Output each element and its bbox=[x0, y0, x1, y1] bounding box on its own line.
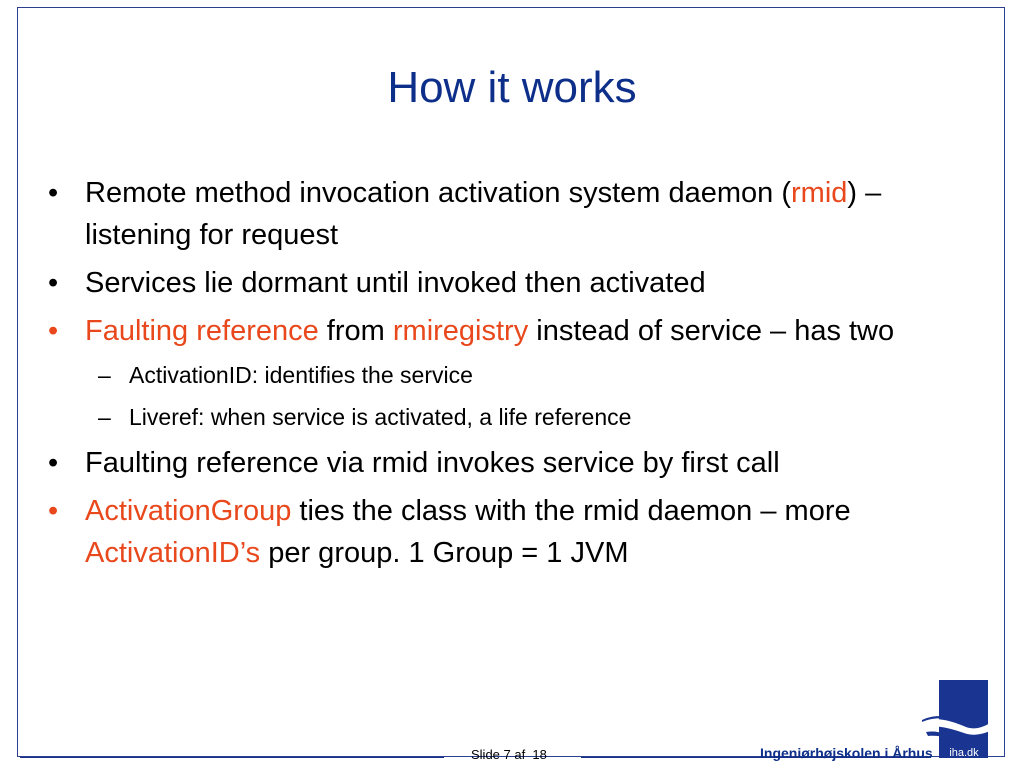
highlight-activationgroup: ActivationGroup bbox=[85, 495, 292, 527]
bullet-text: instead of service – has two bbox=[528, 315, 895, 347]
bullet-3 bbox=[48, 310, 948, 352]
sub-bullet-2 bbox=[48, 400, 948, 434]
bullet-1 bbox=[48, 172, 948, 256]
bullet-marker: • bbox=[48, 495, 59, 527]
bullet-text: Services lie dormant until invoked then activated bbox=[85, 267, 706, 299]
bullet-4 bbox=[48, 442, 948, 484]
bullet-text: per group. 1 Group = 1 JVM bbox=[260, 537, 629, 569]
slide-title: How it works bbox=[387, 63, 637, 112]
bullet-text: from bbox=[318, 315, 393, 347]
bullet-text: Faulting reference via rmid invokes service by first call bbox=[85, 447, 780, 479]
bullet-marker: • bbox=[48, 315, 59, 347]
bullet-text: Remote method invocation activation system daemon ( bbox=[85, 177, 792, 209]
bullet-marker: • bbox=[48, 177, 59, 209]
bullet-text: ties the class with the rmid daemon – more bbox=[291, 495, 851, 527]
sub-bullet-1 bbox=[48, 358, 948, 392]
highlight-rmid: rmid bbox=[791, 177, 848, 209]
bullet-marker: • bbox=[48, 447, 59, 479]
sub-bullet-marker: – bbox=[98, 362, 111, 388]
sub-bullet-marker: – bbox=[98, 404, 111, 430]
footer-divider-left bbox=[20, 757, 444, 758]
school-name: Ingeniørhøjskolen i Århus bbox=[760, 745, 933, 761]
highlight-faulting-reference: Faulting reference bbox=[85, 315, 319, 347]
sub-bullet-text: ActivationID: identifies the service bbox=[129, 362, 473, 388]
highlight-activationids: ActivationID’s bbox=[85, 537, 261, 569]
bullet-5 bbox=[48, 490, 948, 574]
bullet-marker: • bbox=[48, 267, 59, 299]
slide-number: Slide 7 af 18 bbox=[471, 747, 547, 762]
slide-content bbox=[48, 172, 948, 580]
bullet-text: ) – listening for request bbox=[85, 177, 882, 251]
sub-bullet-text: Liveref: when service is activated, a life reference bbox=[129, 404, 632, 430]
iha-logo-icon bbox=[920, 680, 992, 762]
highlight-rmiregistry: rmiregistry bbox=[392, 315, 529, 347]
logo-text: iha.dk bbox=[949, 747, 979, 759]
bullet-2 bbox=[48, 262, 948, 304]
